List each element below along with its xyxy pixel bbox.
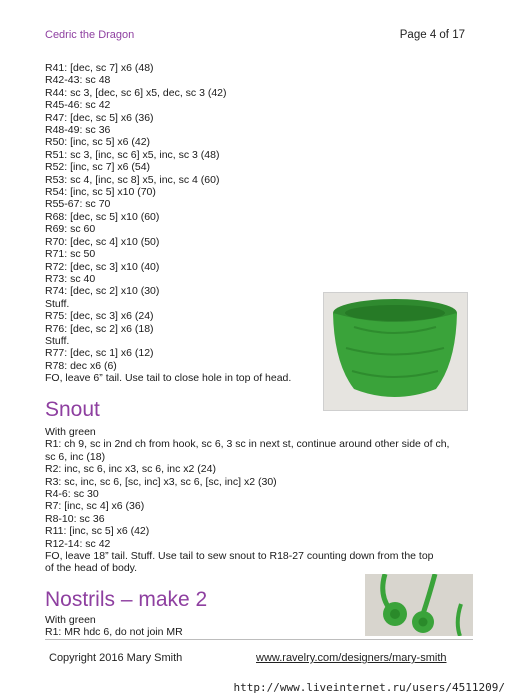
pattern-row: R74: [dec, sc 2] x10 (30)	[45, 285, 160, 298]
snout-instructions	[45, 426, 475, 575]
pattern-row: R7: [inc, sc 4] x6 (36)	[45, 500, 145, 513]
pattern-row: R48-49: sc 36	[45, 124, 111, 137]
nostrils-heading: Nostrils – make 2	[45, 588, 208, 611]
pattern-row: Stuff.	[45, 297, 70, 310]
nostrils-instructions	[45, 614, 345, 639]
pattern-row: R8-10: sc 36	[45, 512, 105, 525]
pattern-row: R41: [dec, sc 7] x6 (48)	[45, 62, 154, 74]
pattern-row: R69: sc 60	[45, 223, 96, 236]
pattern-row: sc 6, inc (18)	[45, 450, 106, 463]
pattern-row: R1: MR hdc 6, do not join MR	[45, 626, 183, 639]
designer-link[interactable]: www.ravelry.com/designers/mary-smith	[256, 652, 447, 664]
pattern-row: R72: [dec, sc 3] x10 (40)	[45, 260, 160, 273]
pattern-row: R73: sc 40	[45, 272, 96, 285]
pattern-row: R52: [inc, sc 7] x6 (54)	[45, 161, 151, 174]
crocheted-head-photo	[323, 292, 468, 411]
snout-heading: Snout	[45, 398, 100, 421]
pattern-row: R71: sc 50	[45, 248, 96, 261]
pattern-row: R47: [dec, sc 5] x6 (36)	[45, 111, 154, 124]
pattern-row: FO, leave 18” tail. Stuff. Use tail to sew snout to R18-27 counting down from the top	[45, 550, 434, 563]
pattern-row: R78: dec x6 (6)	[45, 359, 117, 372]
page-number: Page 4 of 17	[399, 29, 465, 41]
pattern-row: With green	[45, 614, 96, 626]
nostrils-photo	[365, 574, 473, 636]
pattern-row: R3: sc, inc, sc 6, [sc, inc] x3, sc 6, [sc, inc] x2 (30)	[45, 475, 277, 488]
pattern-row: R4-6: sc 30	[45, 488, 99, 501]
nostrils-image	[365, 574, 473, 636]
pattern-row: R55-67: sc 70	[45, 198, 111, 211]
pattern-row: With green	[45, 426, 96, 438]
pattern-row: of the head of body.	[45, 562, 138, 575]
pattern-row: R53: sc 4, [inc, sc 8] x5, inc, sc 4 (60)	[45, 173, 220, 186]
pattern-row: R51: sc 3, [inc, sc 6] x5, inc, sc 3 (48)	[45, 148, 220, 161]
pattern-row: R76: [dec, sc 2] x6 (18)	[45, 322, 154, 335]
pattern-row: FO, leave 6” tail. Use tail to close hole in top of head.	[45, 372, 292, 385]
pattern-row: R12-14: sc 42	[45, 537, 111, 550]
pattern-row: Stuff.	[45, 334, 70, 347]
source-watermark: http://www.liveinternet.ru/users/4511209/	[233, 681, 505, 694]
pattern-row: R70: [dec, sc 4] x10 (50)	[45, 235, 160, 248]
pattern-row: R11: [inc, sc 5] x6 (42)	[45, 525, 150, 538]
footer-divider	[45, 639, 473, 640]
pattern-row: R54: [inc, sc 5] x10 (70)	[45, 186, 156, 199]
copyright-text: Copyright 2016 Mary Smith	[49, 652, 183, 664]
pattern-row: R1: ch 9, sc in 2nd ch from hook, sc 6, 3 sc in next st, continue around other side of ch,	[45, 438, 450, 451]
document-title: Cedric the Dragon	[45, 29, 135, 41]
pattern-row: R77: [dec, sc 1] x6 (12)	[45, 347, 154, 360]
pattern-row: R68: [dec, sc 5] x10 (60)	[45, 210, 160, 223]
pattern-row: R44: sc 3, [dec, sc 6] x5, dec, sc 3 (42)	[45, 86, 227, 99]
pattern-row: R75: [dec, sc 3] x6 (24)	[45, 310, 154, 323]
pattern-row: R50: [inc, sc 5] x6 (42)	[45, 136, 151, 149]
crocheted-head-image	[324, 293, 467, 410]
pattern-row: R2: inc, sc 6, inc x3, sc 6, inc x2 (24)	[45, 463, 216, 476]
pattern-row: R42-43: sc 48	[45, 74, 111, 87]
pattern-row: R45-46: sc 42	[45, 99, 111, 112]
